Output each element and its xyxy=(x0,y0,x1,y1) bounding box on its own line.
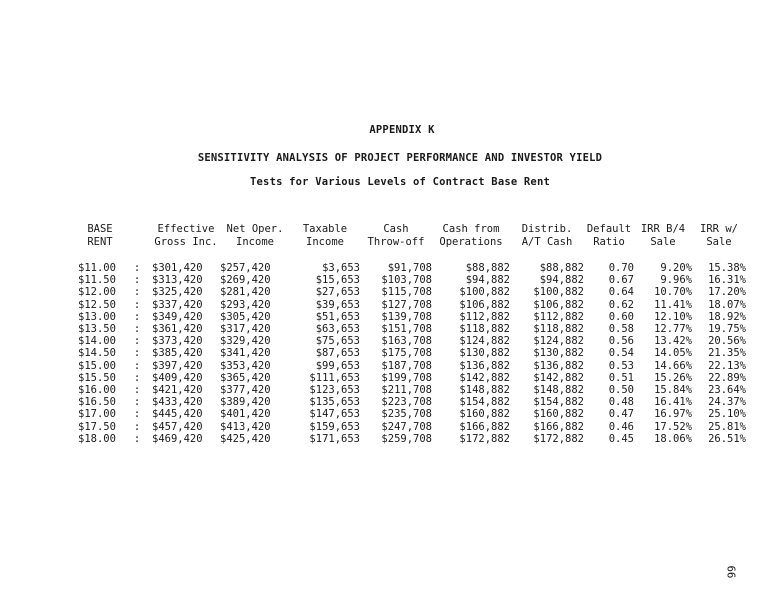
cell-irr-before-sale: 10.70% xyxy=(654,286,692,299)
cell-net-operating-income: $329,420 xyxy=(220,335,271,348)
cell-net-operating-income: $317,420 xyxy=(220,323,271,336)
cell-cash-throwoff: $247,708 xyxy=(381,420,432,433)
cell-irr-with-sale: 25.81% xyxy=(708,420,746,433)
cell-base-rent: $14.00 xyxy=(78,335,116,348)
cell-default-ratio: 0.45 xyxy=(608,432,634,445)
cell-effective-gross-income: $397,420 xyxy=(152,359,203,372)
cell-cash-throwoff: $187,708 xyxy=(381,359,432,372)
cell-distributed-after-tax-cash: $124,882 xyxy=(533,335,584,348)
cell-irr-with-sale: 20.56% xyxy=(708,335,746,348)
cell-irr-with-sale: 17.20% xyxy=(708,286,746,299)
cell-cash-from-operations: $148,882 xyxy=(459,384,510,397)
cell-base-rent: $11.00 xyxy=(78,262,116,274)
cell-cash-throwoff: $199,708 xyxy=(381,371,432,384)
cell-cash-throwoff: $163,708 xyxy=(381,335,432,348)
table-row xyxy=(78,262,746,274)
cell-separator: : xyxy=(133,347,141,360)
header-distrib-2: A/T Cash xyxy=(521,235,573,248)
table-row xyxy=(78,323,746,335)
cell-irr-before-sale: 14.66% xyxy=(654,359,692,372)
cell-net-operating-income: $353,420 xyxy=(220,359,271,372)
cell-base-rent: $18.00 xyxy=(78,432,116,445)
cell-taxable-income: $75,653 xyxy=(315,335,360,348)
cell-distributed-after-tax-cash: $160,882 xyxy=(533,408,584,421)
cell-cash-throwoff: $91,708 xyxy=(387,262,432,274)
cell-net-operating-income: $341,420 xyxy=(220,347,271,360)
cell-distributed-after-tax-cash: $148,882 xyxy=(533,384,584,397)
cell-net-operating-income: $413,420 xyxy=(220,420,271,433)
header-rent: BASE xyxy=(87,223,113,235)
table-row xyxy=(78,274,746,286)
cell-irr-with-sale: 18.07% xyxy=(708,298,746,311)
cell-separator: : xyxy=(133,371,141,384)
table-row xyxy=(78,335,746,347)
header-taxable-2: Income xyxy=(306,235,344,248)
table-body xyxy=(78,262,746,445)
cell-effective-gross-income: $301,420 xyxy=(152,262,203,274)
cell-base-rent: $12.50 xyxy=(78,298,116,311)
header-noi: Net Oper. xyxy=(226,223,284,235)
cell-taxable-income: $135,653 xyxy=(309,396,360,409)
cell-default-ratio: 0.54 xyxy=(608,347,634,360)
header-irr-with: IRR w/ xyxy=(700,223,738,235)
cell-default-ratio: 0.62 xyxy=(608,298,634,311)
cell-effective-gross-income: $433,420 xyxy=(152,396,203,409)
cell-irr-before-sale: 9.96% xyxy=(660,274,692,287)
cell-net-operating-income: $305,420 xyxy=(220,310,271,323)
header-distrib: Distrib. xyxy=(521,223,573,235)
cell-effective-gross-income: $313,420 xyxy=(152,274,203,287)
cell-irr-before-sale: 14.05% xyxy=(654,347,692,360)
cell-irr-before-sale: 13.42% xyxy=(654,335,692,348)
cell-base-rent: $15.00 xyxy=(78,359,116,372)
cell-irr-before-sale: 12.10% xyxy=(654,310,692,323)
table-row xyxy=(78,311,746,323)
cell-taxable-income: $39,653 xyxy=(315,298,360,311)
cell-base-rent: $15.50 xyxy=(78,371,116,384)
cell-base-rent: $13.00 xyxy=(78,310,116,323)
cell-separator: : xyxy=(133,335,141,348)
cell-effective-gross-income: $457,420 xyxy=(152,420,203,433)
table-row xyxy=(78,347,746,359)
cell-irr-with-sale: 16.31% xyxy=(708,274,746,287)
cell-net-operating-income: $401,420 xyxy=(220,408,271,421)
cell-irr-before-sale: 15.26% xyxy=(654,371,692,384)
cell-base-rent: $17.50 xyxy=(78,420,116,433)
cell-taxable-income: $87,653 xyxy=(315,347,360,360)
cell-distributed-after-tax-cash: $142,882 xyxy=(533,371,584,384)
page-number: 66 xyxy=(724,565,737,579)
cell-separator: : xyxy=(133,384,141,397)
cell-default-ratio: 0.51 xyxy=(608,371,634,384)
header-row-2 xyxy=(78,236,746,263)
cell-taxable-income: $123,653 xyxy=(309,384,360,397)
header-cash-throwoff: Cash xyxy=(383,223,409,235)
cell-taxable-income: $63,653 xyxy=(315,323,360,336)
table-row xyxy=(78,299,746,311)
header-row-1 xyxy=(78,223,746,236)
cell-base-rent: $16.00 xyxy=(78,384,116,397)
cell-net-operating-income: $293,420 xyxy=(220,298,271,311)
cell-distributed-after-tax-cash: $112,882 xyxy=(533,310,584,323)
cell-effective-gross-income: $445,420 xyxy=(152,408,203,421)
cell-default-ratio: 0.56 xyxy=(608,335,634,348)
table-row xyxy=(78,286,746,298)
cell-net-operating-income: $365,420 xyxy=(220,371,271,384)
cell-irr-before-sale: 16.41% xyxy=(654,396,692,409)
cell-effective-gross-income: $469,420 xyxy=(152,432,203,445)
cell-cash-from-operations: $166,882 xyxy=(459,420,510,433)
cell-effective-gross-income: $325,420 xyxy=(152,286,203,299)
header-cash-throwoff-2: Throw-off xyxy=(367,235,425,248)
cell-irr-with-sale: 22.89% xyxy=(708,371,746,384)
cell-cash-from-operations: $112,882 xyxy=(459,310,510,323)
cell-taxable-income: $15,653 xyxy=(315,274,360,287)
cell-cash-throwoff: $223,708 xyxy=(381,396,432,409)
header-rent-2: RENT xyxy=(87,235,113,248)
cell-taxable-income: $159,653 xyxy=(309,420,360,433)
cell-irr-with-sale: 26.51% xyxy=(708,432,746,445)
cell-cash-from-operations: $94,882 xyxy=(465,274,510,287)
header-cash-ops-2: Operations xyxy=(439,235,503,248)
cell-distributed-after-tax-cash: $100,882 xyxy=(533,286,584,299)
cell-default-ratio: 0.50 xyxy=(608,384,634,397)
header-default: Default xyxy=(586,223,632,235)
cell-distributed-after-tax-cash: $166,882 xyxy=(533,420,584,433)
cell-base-rent: $11.50 xyxy=(78,274,116,287)
cell-cash-throwoff: $103,708 xyxy=(381,274,432,287)
header-taxable: Taxable xyxy=(302,223,348,235)
cell-net-operating-income: $281,420 xyxy=(220,286,271,299)
cell-distributed-after-tax-cash: $172,882 xyxy=(533,432,584,445)
cell-separator: : xyxy=(133,420,141,433)
table-row xyxy=(78,360,746,372)
table-row xyxy=(78,384,746,396)
cell-separator: : xyxy=(133,408,141,421)
appendix-title: APPENDIX K xyxy=(369,124,435,136)
cell-irr-with-sale: 18.92% xyxy=(708,310,746,323)
cell-irr-before-sale: 15.84% xyxy=(654,384,692,397)
cell-default-ratio: 0.70 xyxy=(608,262,634,274)
table-row xyxy=(78,372,746,384)
cell-cash-from-operations: $172,882 xyxy=(459,432,510,445)
cell-cash-throwoff: $127,708 xyxy=(381,298,432,311)
cell-separator: : xyxy=(133,262,141,274)
cell-base-rent: $14.50 xyxy=(78,347,116,360)
header-irr-before: IRR B/4 xyxy=(640,223,686,235)
cell-distributed-after-tax-cash: $106,882 xyxy=(533,298,584,311)
cell-irr-with-sale: 21.35% xyxy=(708,347,746,360)
cell-effective-gross-income: $361,420 xyxy=(152,323,203,336)
cell-cash-throwoff: $235,708 xyxy=(381,408,432,421)
cell-cash-from-operations: $118,882 xyxy=(459,323,510,336)
header-egi-2: Gross Inc. xyxy=(154,235,218,248)
cell-default-ratio: 0.67 xyxy=(608,274,634,287)
cell-taxable-income: $171,653 xyxy=(309,432,360,445)
cell-irr-before-sale: 17.52% xyxy=(654,420,692,433)
cell-separator: : xyxy=(133,298,141,311)
table-row xyxy=(78,421,746,433)
cell-cash-from-operations: $142,882 xyxy=(459,371,510,384)
cell-separator: : xyxy=(133,310,141,323)
cell-distributed-after-tax-cash: $136,882 xyxy=(533,359,584,372)
cell-distributed-after-tax-cash: $88,882 xyxy=(539,262,584,274)
cell-taxable-income: $99,653 xyxy=(315,359,360,372)
header-irr-with-2: Sale xyxy=(706,235,732,248)
cell-default-ratio: 0.64 xyxy=(608,286,634,299)
cell-irr-before-sale: 12.77% xyxy=(654,323,692,336)
cell-net-operating-income: $425,420 xyxy=(220,432,271,445)
cell-cash-from-operations: $154,882 xyxy=(459,396,510,409)
table-row xyxy=(78,408,746,420)
cell-separator: : xyxy=(133,323,141,336)
cell-distributed-after-tax-cash: $118,882 xyxy=(533,323,584,336)
cell-irr-with-sale: 25.10% xyxy=(708,408,746,421)
cell-cash-throwoff: $211,708 xyxy=(381,384,432,397)
header-egi: Effective xyxy=(157,223,215,235)
cell-irr-before-sale: 9.20% xyxy=(660,262,692,274)
cell-default-ratio: 0.60 xyxy=(608,310,634,323)
cell-distributed-after-tax-cash: $94,882 xyxy=(539,274,584,287)
subtitle: Tests for Various Levels of Contract Base Rent xyxy=(250,176,550,188)
main-title: SENSITIVITY ANALYSIS OF PROJECT PERFORMANCE AND INVESTOR YIELD xyxy=(197,152,603,164)
cell-net-operating-income: $389,420 xyxy=(220,396,271,409)
table-row xyxy=(78,433,746,445)
cell-net-operating-income: $269,420 xyxy=(220,274,271,287)
cell-cash-from-operations: $100,882 xyxy=(459,286,510,299)
cell-irr-with-sale: 15.38% xyxy=(708,262,746,274)
cell-cash-throwoff: $139,708 xyxy=(381,310,432,323)
cell-taxable-income: $3,653 xyxy=(322,262,360,274)
cell-irr-before-sale: 18.06% xyxy=(654,432,692,445)
cell-net-operating-income: $377,420 xyxy=(220,384,271,397)
cell-irr-with-sale: 22.13% xyxy=(708,359,746,372)
cell-separator: : xyxy=(133,432,141,445)
header-cash-ops: Cash from xyxy=(442,223,500,235)
cell-effective-gross-income: $385,420 xyxy=(152,347,203,360)
cell-default-ratio: 0.58 xyxy=(608,323,634,336)
cell-cash-from-operations: $160,882 xyxy=(459,408,510,421)
cell-taxable-income: $147,653 xyxy=(309,408,360,421)
cell-effective-gross-income: $421,420 xyxy=(152,384,203,397)
cell-base-rent: $16.50 xyxy=(78,396,116,409)
cell-irr-with-sale: 19.75% xyxy=(708,323,746,336)
table-header xyxy=(78,223,746,262)
cell-default-ratio: 0.48 xyxy=(608,396,634,409)
cell-cash-from-operations: $124,882 xyxy=(459,335,510,348)
cell-separator: : xyxy=(133,396,141,409)
cell-default-ratio: 0.53 xyxy=(608,359,634,372)
table-row xyxy=(78,396,746,408)
header-irr-before-2: Sale xyxy=(650,235,676,248)
cell-cash-from-operations: $130,882 xyxy=(459,347,510,360)
header-noi-2: Income xyxy=(236,235,274,248)
cell-effective-gross-income: $409,420 xyxy=(152,371,203,384)
cell-effective-gross-income: $337,420 xyxy=(152,298,203,311)
cell-base-rent: $13.50 xyxy=(78,323,116,336)
header-default-2: Ratio xyxy=(593,235,625,248)
cell-effective-gross-income: $349,420 xyxy=(152,310,203,323)
cell-taxable-income: $111,653 xyxy=(309,371,360,384)
cell-cash-throwoff: $259,708 xyxy=(381,432,432,445)
cell-taxable-income: $51,653 xyxy=(315,310,360,323)
cell-default-ratio: 0.47 xyxy=(608,408,634,421)
cell-net-operating-income: $257,420 xyxy=(220,262,271,274)
cell-distributed-after-tax-cash: $130,882 xyxy=(533,347,584,360)
cell-irr-before-sale: 16.97% xyxy=(654,408,692,421)
sensitivity-table xyxy=(78,223,746,445)
cell-cash-from-operations: $106,882 xyxy=(459,298,510,311)
cell-irr-with-sale: 23.64% xyxy=(708,384,746,397)
cell-cash-throwoff: $151,708 xyxy=(381,323,432,336)
cell-cash-from-operations: $88,882 xyxy=(465,262,510,274)
cell-irr-before-sale: 11.41% xyxy=(654,298,692,311)
cell-irr-with-sale: 24.37% xyxy=(708,396,746,409)
cell-taxable-income: $27,653 xyxy=(315,286,360,299)
cell-cash-throwoff: $175,708 xyxy=(381,347,432,360)
cell-base-rent: $17.00 xyxy=(78,408,116,421)
cell-separator: : xyxy=(133,359,141,372)
cell-base-rent: $12.00 xyxy=(78,286,116,299)
cell-cash-from-operations: $136,882 xyxy=(459,359,510,372)
cell-distributed-after-tax-cash: $154,882 xyxy=(533,396,584,409)
cell-separator: : xyxy=(133,274,141,287)
cell-cash-throwoff: $115,708 xyxy=(381,286,432,299)
cell-default-ratio: 0.46 xyxy=(608,420,634,433)
cell-separator: : xyxy=(133,286,141,299)
cell-effective-gross-income: $373,420 xyxy=(152,335,203,348)
